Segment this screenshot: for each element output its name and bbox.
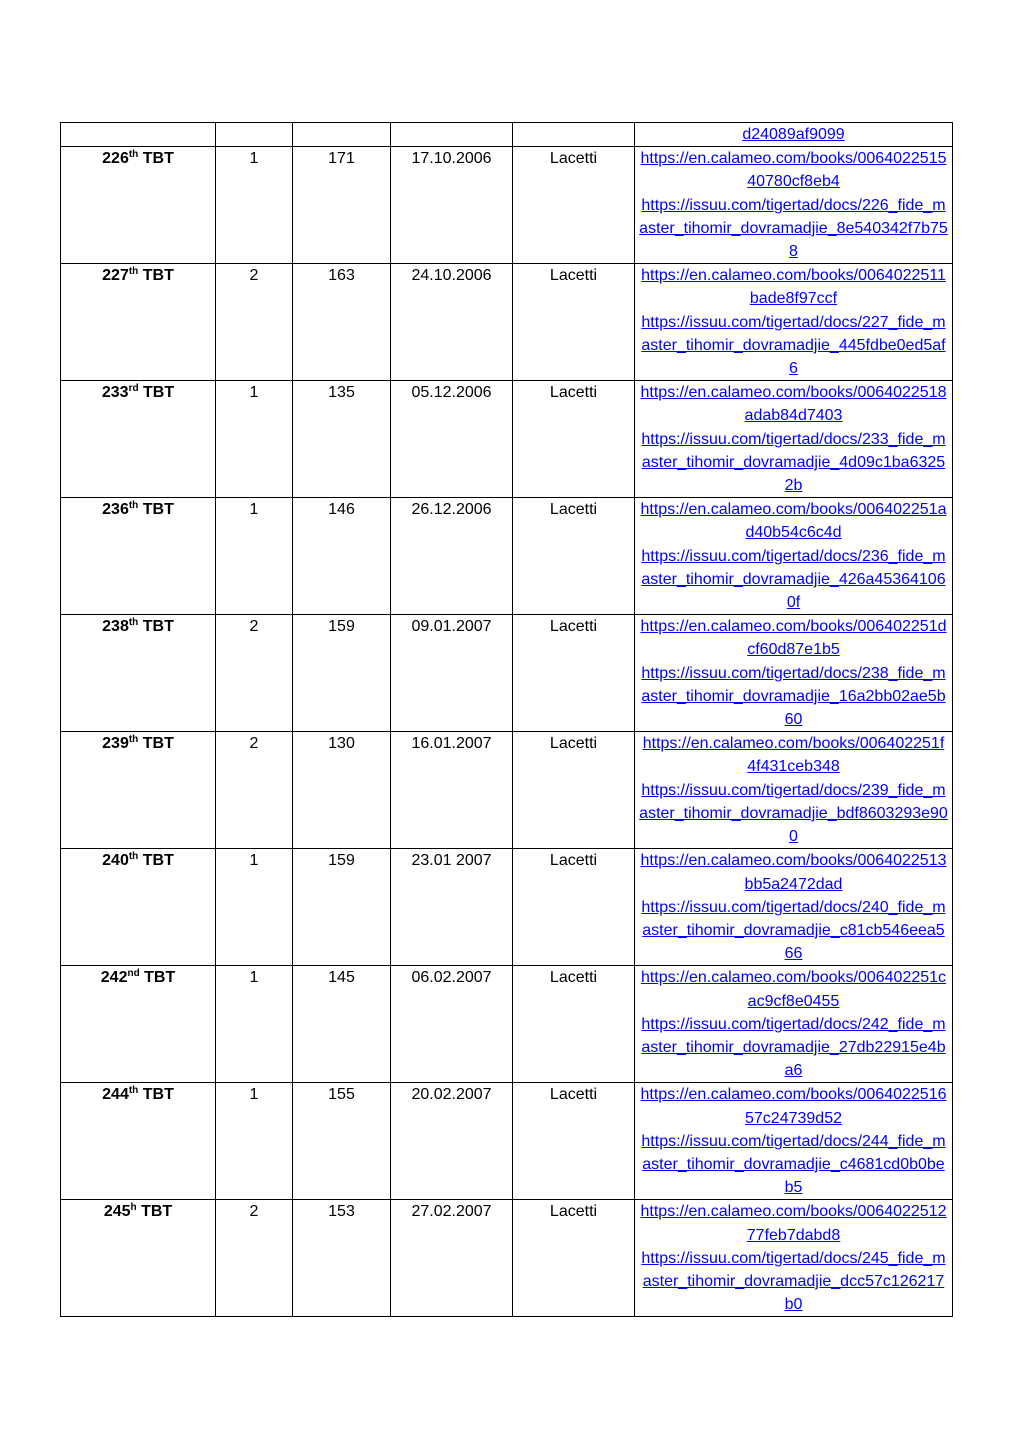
tournament-number: 239	[102, 735, 129, 753]
tournament-name	[61, 1083, 216, 1200]
date-cell: 17.10.2006	[391, 147, 513, 264]
car-cell: Lacetti	[513, 615, 635, 732]
tournament-number: 242	[100, 969, 128, 987]
tournament-number: 244	[102, 1086, 129, 1104]
value-cell: 135	[293, 381, 391, 498]
ordinal-suffix: rd	[128, 383, 139, 395]
value-cell: 171	[293, 147, 391, 264]
round-cell: 2	[216, 732, 293, 849]
links-cell	[635, 615, 953, 732]
car-cell: Lacetti	[513, 1083, 635, 1200]
value-cell: 130	[293, 732, 391, 849]
continuation-row	[61, 123, 953, 147]
round-cell: 1	[216, 849, 293, 966]
tournament-name	[61, 147, 216, 264]
table-row	[61, 381, 953, 498]
ordinal-suffix: th	[128, 617, 139, 629]
round-cell: 1	[216, 966, 293, 1083]
table-row	[61, 1200, 953, 1317]
empty-cell	[513, 123, 635, 147]
ordinal-suffix: th	[128, 734, 139, 746]
tournament-name	[61, 381, 216, 498]
date-cell: 09.01.2007	[391, 615, 513, 732]
issuu-link[interactable]: https://issuu.com/tigertad/docs/242_fide_master_tihomir_dovramadjie_27db22915e4ba6	[641, 1015, 946, 1080]
tournament-label: TBT	[138, 267, 174, 285]
tournament-number: 236	[102, 501, 129, 519]
continuation-link[interactable]: d24089af9099	[742, 126, 845, 143]
date-cell: 06.02.2007	[391, 966, 513, 1083]
round-cell: 1	[216, 498, 293, 615]
tournament-label: TBT	[139, 969, 176, 987]
table-row	[61, 498, 953, 615]
calameo-link[interactable]: https://en.calameo.com/books/0064022518adab84d7403	[640, 384, 947, 425]
table-row	[61, 966, 953, 1083]
round-cell: 2	[216, 1200, 293, 1317]
tournament-name	[61, 732, 216, 849]
tournament-name	[61, 849, 216, 966]
tournament-name	[61, 966, 216, 1083]
value-cell: 159	[293, 849, 391, 966]
tournament-label: TBT	[138, 618, 174, 636]
table-row	[61, 264, 953, 381]
car-cell: Lacetti	[513, 966, 635, 1083]
links-cell	[635, 849, 953, 966]
issuu-link[interactable]: https://issuu.com/tigertad/docs/226_fide_master_tihomir_dovramadjie_8e540342f7b758	[639, 196, 948, 261]
table-row	[61, 147, 953, 264]
table-row	[61, 615, 953, 732]
date-cell: 26.12.2006	[391, 498, 513, 615]
round-cell: 1	[216, 381, 293, 498]
calameo-link[interactable]: https://en.calameo.com/books/006402251540780cf8eb4	[640, 150, 947, 191]
tournament-number: 227	[102, 267, 129, 285]
table-row	[61, 849, 953, 966]
ordinal-suffix: th	[128, 149, 139, 161]
tournament-name	[61, 498, 216, 615]
ordinal-suffix: th	[128, 1085, 139, 1097]
links-cell	[635, 264, 953, 381]
date-cell: 16.01.2007	[391, 732, 513, 849]
issuu-link[interactable]: https://issuu.com/tigertad/docs/233_fide_master_tihomir_dovramadjie_4d09c1ba63252b	[641, 430, 946, 495]
car-cell: Lacetti	[513, 498, 635, 615]
tournament-name	[61, 264, 216, 381]
round-cell: 2	[216, 615, 293, 732]
issuu-link[interactable]: https://issuu.com/tigertad/docs/238_fide_master_tihomir_dovramadjie_16a2bb02ae5b60	[641, 664, 946, 729]
tournament-name	[61, 1200, 216, 1317]
ordinal-suffix: th	[128, 500, 139, 512]
links-cell	[635, 381, 953, 498]
car-cell: Lacetti	[513, 147, 635, 264]
issuu-link[interactable]: https://issuu.com/tigertad/docs/236_fide_master_tihomir_dovramadjie_426a453641060f	[641, 547, 946, 612]
links-cell	[635, 498, 953, 615]
links-cell	[635, 123, 953, 147]
links-cell	[635, 147, 953, 264]
links-cell	[635, 1083, 953, 1200]
tournament-label: TBT	[138, 735, 174, 753]
round-cell: 1	[216, 1083, 293, 1200]
tournament-number: 245	[103, 1203, 131, 1221]
value-cell: 153	[293, 1200, 391, 1317]
calameo-link[interactable]: https://en.calameo.com/books/0064022511bade8f97ccf	[641, 267, 946, 308]
calameo-link[interactable]: https://en.calameo.com/books/006402251277feb7dabd8	[640, 1203, 947, 1244]
links-cell	[635, 966, 953, 1083]
car-cell: Lacetti	[513, 732, 635, 849]
tournament-label: TBT	[138, 150, 174, 168]
date-cell: 20.02.2007	[391, 1083, 513, 1200]
car-cell: Lacetti	[513, 381, 635, 498]
value-cell: 163	[293, 264, 391, 381]
issuu-link[interactable]: https://issuu.com/tigertad/docs/245_fide_master_tihomir_dovramadjie_dcc57c126217b0	[641, 1249, 946, 1314]
tournament-table	[60, 122, 953, 1317]
value-cell: 145	[293, 966, 391, 1083]
calameo-link[interactable]: https://en.calameo.com/books/006402251ad40b54c6c4d	[640, 501, 947, 542]
tournament-label: TBT	[138, 1086, 174, 1104]
links-cell	[635, 1200, 953, 1317]
table-row	[61, 1083, 953, 1200]
issuu-link[interactable]: https://issuu.com/tigertad/docs/244_fide_master_tihomir_dovramadjie_c4681cd0b0beb5	[641, 1132, 946, 1197]
tournament-number: 226	[102, 150, 129, 168]
calameo-link[interactable]: https://en.calameo.com/books/006402251cac9cf8e0455	[640, 969, 947, 1010]
car-cell: Lacetti	[513, 849, 635, 966]
empty-cell	[216, 123, 293, 147]
empty-cell	[391, 123, 513, 147]
car-cell: Lacetti	[513, 264, 635, 381]
table-row	[61, 732, 953, 849]
tournament-number: 238	[102, 618, 129, 636]
calameo-link[interactable]: https://en.calameo.com/books/006402251657c24739d52	[640, 1086, 947, 1127]
ordinal-suffix: nd	[127, 968, 140, 980]
links-cell	[635, 732, 953, 849]
date-cell: 23.01 2007	[391, 849, 513, 966]
tournament-name	[61, 615, 216, 732]
issuu-link[interactable]: https://issuu.com/tigertad/docs/240_fide_master_tihomir_dovramadjie_c81cb546eea566	[641, 898, 946, 963]
value-cell: 146	[293, 498, 391, 615]
tournament-number: 233	[101, 384, 129, 402]
round-cell: 1	[216, 147, 293, 264]
calameo-link[interactable]: https://en.calameo.com/books/006402251dcf60d87e1b5	[640, 618, 947, 659]
ordinal-suffix: th	[128, 266, 139, 278]
car-cell: Lacetti	[513, 1200, 635, 1317]
date-cell: 05.12.2006	[391, 381, 513, 498]
date-cell: 27.02.2007	[391, 1200, 513, 1317]
date-cell: 24.10.2006	[391, 264, 513, 381]
ordinal-suffix: th	[128, 851, 139, 863]
issuu-link[interactable]: https://issuu.com/tigertad/docs/227_fide_master_tihomir_dovramadjie_445fdbe0ed5af6	[641, 313, 946, 378]
value-cell: 159	[293, 615, 391, 732]
empty-cell	[293, 123, 391, 147]
empty-cell	[61, 123, 216, 147]
calameo-link[interactable]: https://en.calameo.com/books/006402251f4f431ceb348	[642, 735, 945, 776]
tournament-label: TBT	[138, 852, 174, 870]
tournament-label: TBT	[138, 501, 174, 519]
ordinal-suffix: h	[130, 1202, 137, 1214]
tournament-label: TBT	[136, 1203, 173, 1221]
calameo-link[interactable]: https://en.calameo.com/books/0064022513bb5a2472dad	[640, 852, 947, 893]
tournament-number: 240	[102, 852, 129, 870]
tournament-label: TBT	[138, 384, 175, 402]
round-cell: 2	[216, 264, 293, 381]
issuu-link[interactable]: https://issuu.com/tigertad/docs/239_fide_master_tihomir_dovramadjie_bdf8603293e900	[639, 781, 948, 846]
value-cell: 155	[293, 1083, 391, 1200]
